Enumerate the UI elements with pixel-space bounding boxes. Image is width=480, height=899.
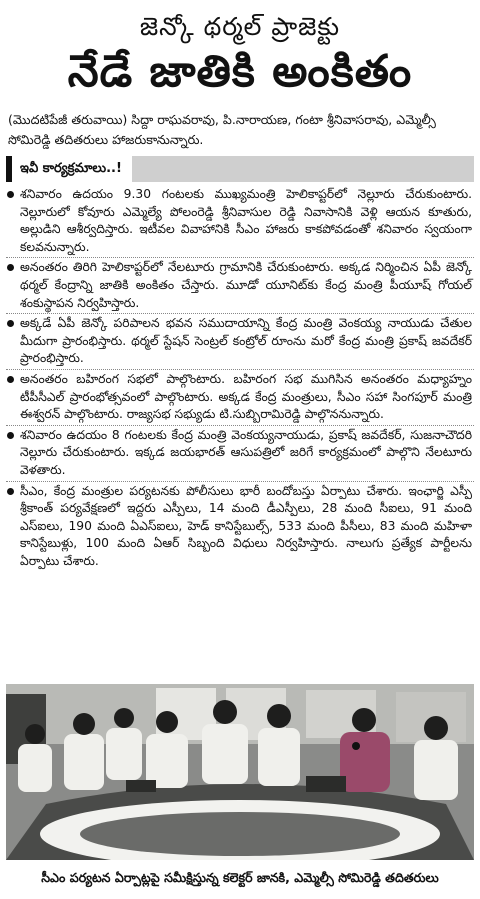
bullet-icon xyxy=(7,488,14,495)
list-item xyxy=(6,315,474,370)
list-item xyxy=(6,186,474,258)
article-headline: నేడే జాతికి అంకితం xyxy=(67,46,413,97)
bullet-icon xyxy=(7,191,14,198)
list-item-text: అనంతరం బహిరంగ సభలో పాల్గొంటారు. బహిరంగ సభ ముగిసిన అనంతరం మధ్యాహ్నం టీపీసీఎల్ ప్రారంభోత్సవంలో పాల్గొంటారు. అక్కడ కేంద్ర మంత్రులు, సీఎం సహా సింగపూర్ మంత్రి ఈశ్వరన్ పాల్గొంటారు. రాజ్యసభ సభ్యుడు టి.సుబ్బిరామిరెడ్డి పాల్గొననున్నారు. xyxy=(20,371,472,422)
bullet-icon xyxy=(7,432,14,439)
list-item xyxy=(6,427,474,482)
list-item-text: అక్కడే ఏపీ జెన్కో పరిపాలన భవన సముదాయాన్ని కేంద్ర మంత్రి వెంకయ్య నాయుడు చేతుల మీదుగా ప్రారంభిస్తారు. థర్మల్ స్టేషన్ సెంట్రల్ కంట్రోల్ రూంను మరో కేంద్ర మంత్రి ప్రకాష్ జవదేకర్ ప్రారంభిస్తారు. xyxy=(20,316,472,366)
list-item-text: శనివారం ఉదయం 9.30 గంటలకు ముఖ్యమంత్రి హెలికాప్టర్‌లో నెల్లూరు చేరుకుంటారు. నెల్లూరులో కోవూరు ఎమ్మెల్యే పోలంరెడ్డి శ్రీనివాసుల రెడ్డి నివాసానికి వెళ్లి ఆయన కూతురు, అల్లుడిని ఆశీర్వదిస్తారు. ఇటీవల వివాహానికి సీఎం హాజరు కాకపోవడంతో శనివారం స్వయంగా కలవనున్నారు. xyxy=(20,187,472,254)
article-subhead: జెన్కో థర్మల్ ప్రాజెక్టు xyxy=(139,12,341,41)
list-item-text: సీఎం, కేంద్ర మంత్రుల పర్యటనకు పోలీసులు భారీ బందోబస్తు ఏర్పాటు చేశారు. ఇంఛార్జి ఎస్పీ శ్రీకాంత్ పర్యవేక్షణలో ఇద్దరు ఎస్పీలు, 14 మంది డీఎస్పీలు, 28 మంది సీఐలు, 91 మంది ఎస్ఐలు, 190 మంది ఏఎస్ఐలు, హెడ్ కానిస్టేబుల్స్, 533 మంది పీసీలు, 83 మంది మహిళా కానిస్టేబుళ్లు, 100 మంది ఏఆర్ సిబ్బంది విధులు నిర్వహిస్తారు. నాలుగు ప్రత్యేక పార్టీలను ఏర్పాటు చేశారు. xyxy=(20,483,472,568)
list-item xyxy=(6,371,474,426)
photo-caption: సీఎం పర్యటన ఏర్పాట్లపై సమీక్షిస్తున్న కలెక్టర్ జానకి, ఎమ్మెల్సీ సోమిరెడ్డి తదితరులు xyxy=(41,870,439,885)
program-list xyxy=(6,186,474,571)
list-item xyxy=(6,483,474,572)
bullet-icon xyxy=(7,320,14,327)
bullet-icon xyxy=(7,376,14,383)
bullet-icon xyxy=(7,264,14,271)
section-title: ఇవీ కార్యక్రమాలు..! xyxy=(12,156,132,182)
meeting-photo-illustration xyxy=(6,684,474,860)
section-bar xyxy=(6,156,474,182)
list-item xyxy=(6,259,474,314)
meeting-photo xyxy=(6,684,474,860)
list-item-text: అనంతరం తిరిగి హెలికాప్టర్‌లో నేలటూరు గ్రామానికి చేరుకుంటారు. అక్కడ నిర్మించిన ఏపీ జెన్కో థర్మల్ కేంద్రాన్ని జాతికి అంకితం చేస్తారు. మూడో యూనిట్‌కు కేంద్ర మంత్రి పీయూష్ గోయల్ శంకుస్థాపన నిర్వహిస్తారు. xyxy=(20,260,472,310)
article-intro: (మొదటిపేజీ తరువాయి) సిద్దా రాఘవరావు, పి.నారాయణ, గంటా శ్రీనివాసరావు, ఎమ్మెల్సీ సోమిరెడ్డి తదితరులు హాజరుకానున్నారు. xyxy=(8,112,436,147)
list-item-text: శనివారం ఉదయం 8 గంటలకు కేంద్ర మంత్రి వెంకయ్యనాయుడు, ప్రకాష్ జవదేకర్, సుజనాచౌదరి నెల్లూరు చేరుకుంటారు. ఇక్కడ జయభారత్ ఆసుపత్రిలో జరిగే కార్యక్రమంలో పాల్గొని నేలటూరు వెళతారు. xyxy=(20,427,472,477)
